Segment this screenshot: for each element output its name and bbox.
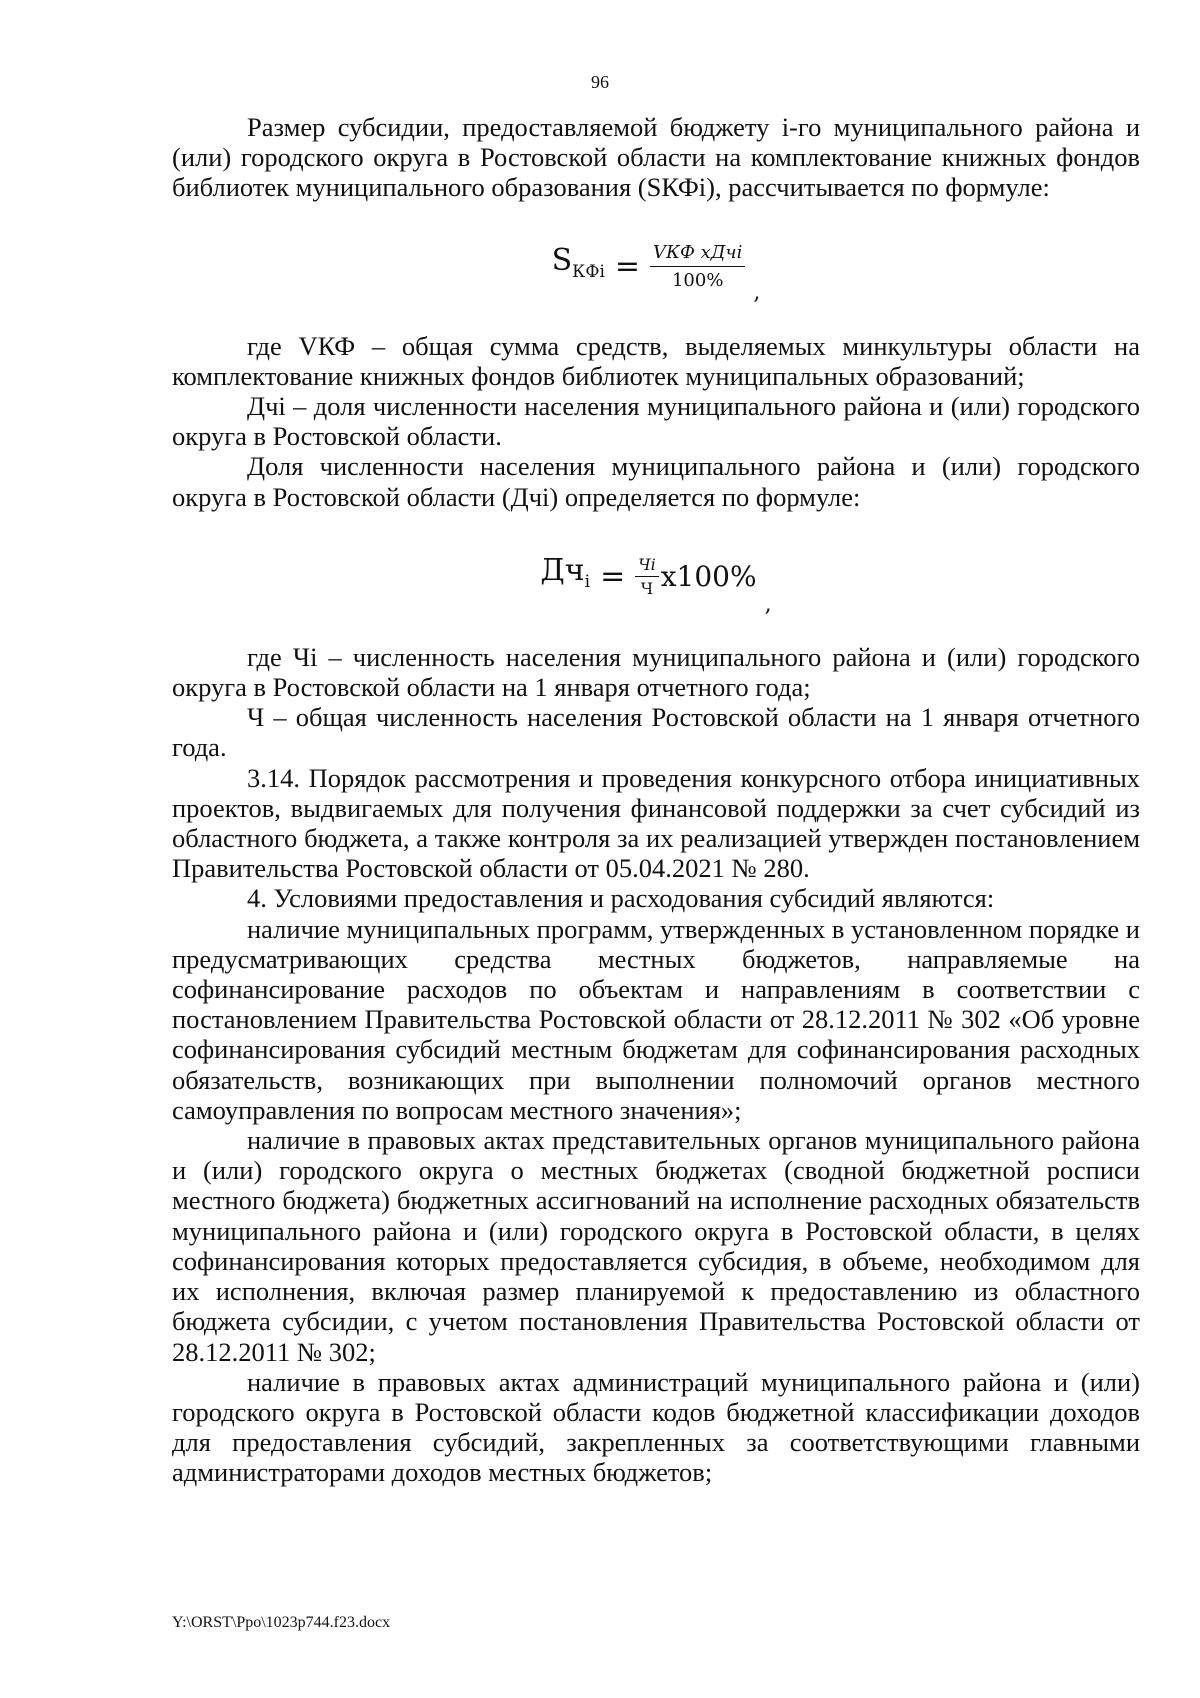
paragraph-vkf-definition: где VКФ – общая сумма средств, выделяемых минкультуры области на комплектование книжных фондов библиотек муниципальных образований;: [172, 330, 1140, 391]
formula-equals: =: [614, 248, 641, 284]
formula-subsidy-lhs: $S_{КФi}$: [551, 243, 605, 282]
formula-multiplier: х100%: [660, 559, 757, 593]
formula-denominator: 100%: [671, 269, 724, 291]
formula-subsidy-fraction: [650, 242, 745, 292]
formula-share-lhs: $Дч_i$: [540, 553, 591, 593]
paragraph-condition-programs: наличие муниципальных программ, утвержденных в установленном порядке и предусматривающих средства местных бюджетов, направляемые на софинансирование расходов по объектам и направлениям в соответствии с постановлением Правительства Ростовской области от 28.12.2011 № 302 «Об уровне софинансирования субсидий местным бюджетам для софинансирования расходных обязательств, возникающих при выполнении полномочий органов местного самоуправления по вопросам местного значения»;: [172, 913, 1140, 1125]
paragraph-population-share: Доля численности населения муниципального района и (или) городского округа в Ростовской области (Дчi) определяется по формуле:: [172, 451, 1140, 512]
paragraph-dchi-definition: Дчi – доля численности населения муниципального района и (или) городского округа в Ростовской области.: [172, 391, 1140, 452]
paragraph-condition-budget-acts: наличие в правовых актах представительных органов муниципального района и (или) городского округа о местных бюджетах (сводной бюджетной росписи местного бюджета) бюджетных ассигнований на исполнение расходных обязательств муниципального района и (или) городского округа в Ростовской области, в целях софинансирования которых предоставляется субсидия, в объеме, необходимом для их исполнения, включая размер планируемой к предоставлению из областного бюджета субсидии, с учетом постановления Правительства Ростовской области от 28.12.2011 № 302;: [172, 1125, 1140, 1367]
formula-denominator: Ч: [640, 578, 654, 598]
paragraph-section-3-14: 3.14. Порядок рассмотрения и проведения конкурсного отбора инициативных проектов, выдвигаемых для получения финансовой поддержки за счет субсидий из областного бюджета, а также контроля за их реализацией утвержден постановлением Правительства Ростовской области от 05.04.2021 № 280.: [172, 762, 1140, 884]
formula-comma: ,: [753, 280, 761, 306]
page-number: 96: [591, 72, 609, 92]
footer-file-path: Y:\ORST\Ppo\1023p744.f23.docx: [172, 1614, 391, 1631]
formula-numerator: VКФ хДчi: [650, 242, 745, 267]
paragraph-condition-codes: наличие в правовых актах администраций муниципального района и (или) городского округа в Ростовской области кодов бюджетной классификации доходов для предоставления субсидий, закрепленных за соответствующими главными администраторами доходов местных бюджетов;: [172, 1366, 1140, 1488]
formula-subsidy: [172, 203, 1140, 331]
formula-population-share: [172, 512, 1140, 642]
formula-share-fraction: [635, 556, 658, 598]
paragraph-ch-definition: Ч – общая численность населения Ростовской области на 1 января отчетного года.: [172, 702, 1140, 763]
paragraph-subsidy-size: Размер субсидии, предоставляемой бюджету i-го муниципального района и (или) городского округа в Ростовской области на комплектование книжных фондов библиотек муниципального образования (SКФi), рассчитывается по формуле:: [172, 112, 1140, 203]
formula-numerator: Чi: [635, 556, 658, 577]
paragraph-chi-definition: где Чi – численность населения муниципального района и (или) городского округа в Ростовской области на 1 января отчетного года;: [172, 641, 1140, 703]
paragraph-section-4: 4. Условиями предоставления и расходования субсидий являются:: [247, 883, 995, 914]
formula-comma: ,: [764, 591, 772, 617]
document-body: [172, 112, 1140, 1488]
formula-equals: =: [600, 558, 626, 594]
